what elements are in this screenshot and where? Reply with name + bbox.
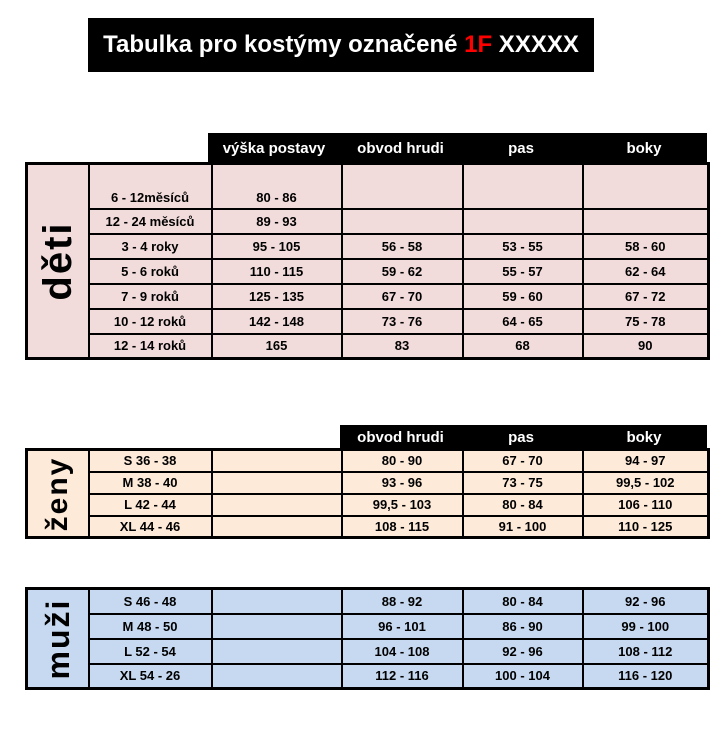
column-header-waist: pas bbox=[508, 429, 534, 446]
chest-cell: 56 - 58 bbox=[342, 234, 463, 259]
table-row bbox=[27, 472, 709, 494]
waist-cell bbox=[463, 164, 583, 209]
chest-cell: 80 - 90 bbox=[342, 450, 463, 472]
children-table bbox=[25, 162, 710, 360]
title-suffix: XXXXX bbox=[492, 31, 579, 58]
waist-cell: 80 - 84 bbox=[463, 494, 583, 516]
age-cell: 7 - 9 roků bbox=[89, 284, 212, 309]
waist-cell bbox=[463, 209, 583, 234]
chest-cell: 73 - 76 bbox=[342, 309, 463, 334]
table-row bbox=[27, 259, 709, 284]
column-header-hips: boky bbox=[626, 429, 662, 446]
chest-cell: 112 - 116 bbox=[342, 664, 463, 689]
chest-cell: 108 - 115 bbox=[342, 516, 463, 538]
height-cell: 125 - 135 bbox=[212, 284, 342, 309]
age-cell: 5 - 6 roků bbox=[89, 259, 212, 284]
size-cell: L 52 - 54 bbox=[89, 639, 212, 664]
table-row bbox=[27, 284, 709, 309]
waist-cell: 92 - 96 bbox=[463, 639, 583, 664]
children-group-label: děti bbox=[35, 221, 80, 301]
waist-cell: 86 - 90 bbox=[463, 614, 583, 639]
table-row bbox=[27, 450, 709, 472]
hips-cell: 62 - 64 bbox=[583, 259, 709, 284]
height-cell bbox=[212, 614, 342, 639]
age-cell: 10 - 12 roků bbox=[89, 309, 212, 334]
height-cell: 95 - 105 bbox=[212, 234, 342, 259]
waist-cell: 68 bbox=[463, 334, 583, 359]
height-cell bbox=[212, 639, 342, 664]
hips-cell: 58 - 60 bbox=[583, 234, 709, 259]
waist-cell: 55 - 57 bbox=[463, 259, 583, 284]
column-header-hips: boky bbox=[626, 139, 662, 157]
chest-cell: 83 bbox=[342, 334, 463, 359]
table-row bbox=[27, 494, 709, 516]
women-table bbox=[25, 448, 710, 539]
chest-cell: 67 - 70 bbox=[342, 284, 463, 309]
size-cell: M 38 - 40 bbox=[89, 472, 212, 494]
men-group-label: muži bbox=[39, 598, 76, 679]
waist-cell: 91 - 100 bbox=[463, 516, 583, 538]
height-cell: 142 - 148 bbox=[212, 309, 342, 334]
age-cell: 3 - 4 roky bbox=[89, 234, 212, 259]
table-row bbox=[27, 516, 709, 538]
hips-cell: 99 - 100 bbox=[583, 614, 709, 639]
age-cell: 12 - 14 roků bbox=[89, 334, 212, 359]
chest-cell: 93 - 96 bbox=[342, 472, 463, 494]
size-cell: XL 44 - 46 bbox=[89, 516, 212, 538]
column-header-waist: pas bbox=[508, 139, 534, 157]
chest-cell: 96 - 101 bbox=[342, 614, 463, 639]
hips-cell: 94 - 97 bbox=[583, 450, 709, 472]
column-header-height: výška postavy bbox=[222, 139, 326, 157]
chest-cell bbox=[342, 209, 463, 234]
column-header-chest: obvod hrudi bbox=[357, 429, 444, 446]
chest-cell: 59 - 62 bbox=[342, 259, 463, 284]
children-group-label-cell bbox=[27, 164, 89, 359]
table-row bbox=[27, 589, 709, 614]
height-cell: 110 - 115 bbox=[212, 259, 342, 284]
women-group-label-cell bbox=[27, 450, 89, 538]
hips-cell: 90 bbox=[583, 334, 709, 359]
waist-cell: 67 - 70 bbox=[463, 450, 583, 472]
height-cell bbox=[212, 472, 342, 494]
size-cell: S 36 - 38 bbox=[89, 450, 212, 472]
hips-cell bbox=[583, 209, 709, 234]
hips-cell: 99,5 - 102 bbox=[583, 472, 709, 494]
waist-cell: 64 - 65 bbox=[463, 309, 583, 334]
hips-cell: 116 - 120 bbox=[583, 664, 709, 689]
chest-cell bbox=[342, 164, 463, 209]
men-group-label-cell bbox=[27, 589, 89, 689]
waist-cell: 73 - 75 bbox=[463, 472, 583, 494]
hips-cell bbox=[583, 164, 709, 209]
size-cell: XL 54 - 26 bbox=[89, 664, 212, 689]
size-cell: M 48 - 50 bbox=[89, 614, 212, 639]
page-title bbox=[88, 18, 594, 72]
waist-cell: 100 - 104 bbox=[463, 664, 583, 689]
hips-cell: 106 - 110 bbox=[583, 494, 709, 516]
height-cell bbox=[212, 664, 342, 689]
children-column-header bbox=[208, 133, 707, 163]
height-cell: 89 - 93 bbox=[212, 209, 342, 234]
table-row bbox=[27, 164, 709, 209]
title-prefix: Tabulka pro kostýmy označené bbox=[103, 31, 465, 58]
height-cell bbox=[212, 516, 342, 538]
table-row bbox=[27, 639, 709, 664]
height-cell: 80 - 86 bbox=[212, 164, 342, 209]
waist-cell: 59 - 60 bbox=[463, 284, 583, 309]
height-cell bbox=[212, 450, 342, 472]
chest-cell: 99,5 - 103 bbox=[342, 494, 463, 516]
chest-cell: 88 - 92 bbox=[342, 589, 463, 614]
women-column-header bbox=[340, 425, 707, 450]
table-row bbox=[27, 309, 709, 334]
waist-cell: 53 - 55 bbox=[463, 234, 583, 259]
height-cell bbox=[212, 494, 342, 516]
height-cell bbox=[212, 589, 342, 614]
table-row bbox=[27, 334, 709, 359]
men-table bbox=[25, 587, 710, 690]
age-cell: 6 - 12měsíců bbox=[89, 164, 212, 209]
table-row bbox=[27, 614, 709, 639]
column-header-chest: obvod hrudi bbox=[357, 139, 444, 157]
table-row bbox=[27, 234, 709, 259]
waist-cell: 80 - 84 bbox=[463, 589, 583, 614]
chest-cell: 104 - 108 bbox=[342, 639, 463, 664]
hips-cell: 92 - 96 bbox=[583, 589, 709, 614]
hips-cell: 67 - 72 bbox=[583, 284, 709, 309]
hips-cell: 75 - 78 bbox=[583, 309, 709, 334]
table-row bbox=[27, 664, 709, 689]
hips-cell: 108 - 112 bbox=[583, 639, 709, 664]
title-highlight: 1F bbox=[464, 31, 493, 58]
size-cell: L 42 - 44 bbox=[89, 494, 212, 516]
hips-cell: 110 - 125 bbox=[583, 516, 709, 538]
table-row bbox=[27, 209, 709, 234]
size-cell: S 46 - 48 bbox=[89, 589, 212, 614]
women-group-label: ženy bbox=[40, 456, 74, 531]
height-cell: 165 bbox=[212, 334, 342, 359]
age-cell: 12 - 24 měsíců bbox=[89, 209, 212, 234]
